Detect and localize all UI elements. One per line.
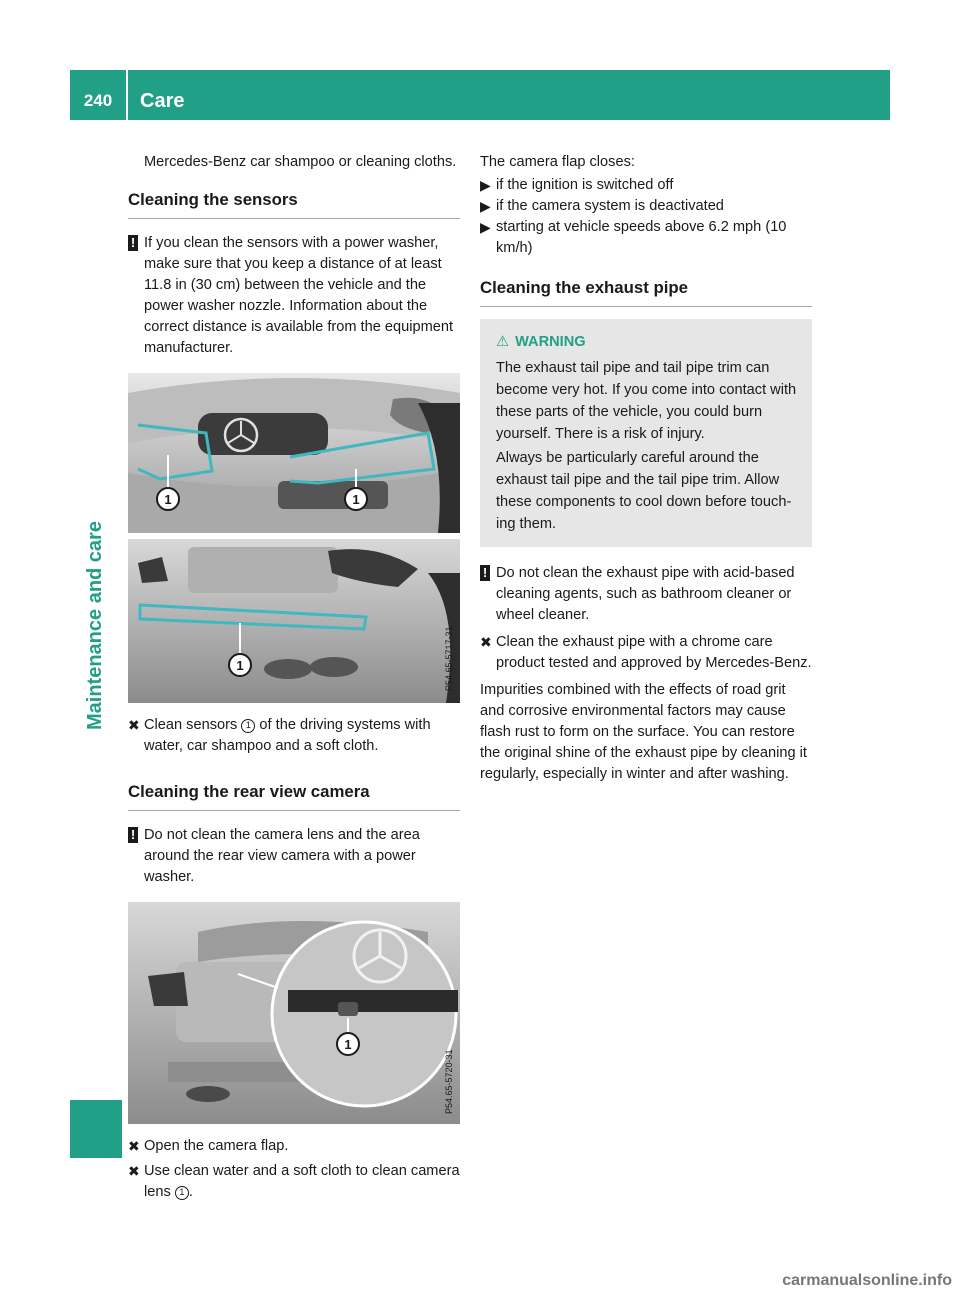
- sensors-step-before: Clean sensors: [144, 717, 238, 733]
- chapter-tab: [70, 1100, 122, 1158]
- camera-step-2-after: .: [188, 1184, 193, 1200]
- sensors-step-after: of the driving systems with water, car shampoo and a soft cloth.: [144, 717, 431, 754]
- intro-text: Mercedes-Benz car shampoo or cleaning cloths.: [144, 154, 457, 170]
- flap-bullet: [480, 217, 812, 259]
- header-bar: [70, 70, 890, 120]
- exhaust-note: [480, 563, 812, 626]
- circled-number-icon: 1: [175, 1186, 189, 1200]
- sensors-figure: [128, 373, 460, 703]
- warning-text: The exhaust tail pipe and tail pipe trim can become very hot. If you come into contact with these parts of the vehicle, you could burn yourself. There is a risk of injury.: [496, 360, 797, 442]
- camera-step-2-before: Use clean water and a soft cloth to clean camera lens: [144, 1163, 460, 1200]
- warning-triangle-icon: ⚠: [496, 334, 510, 350]
- exclamation-icon: !: [128, 827, 138, 843]
- sensors-step: [128, 715, 460, 757]
- page-title: Care: [140, 90, 185, 112]
- exhaust-step: [480, 632, 812, 674]
- exclamation-icon: !: [480, 565, 490, 581]
- arrow-step-icon: ✖: [128, 717, 140, 733]
- camera-step-2: [128, 1161, 460, 1203]
- page-number: 240: [83, 91, 113, 110]
- camera-step-1: [128, 1136, 460, 1157]
- sensors-figure-code: P54.65-5717-31: [444, 626, 454, 691]
- flap-bullet: [480, 175, 812, 196]
- sensors-heading: Cleaning the sensors: [128, 189, 460, 219]
- exhaust-note-text: Do not clean the exhaust pipe with acid-based cleaning agents, such as bathroom cleaner or wheel cleaner.: [496, 565, 795, 623]
- arrow-step-icon: ✖: [128, 1138, 140, 1154]
- camera-heading: Cleaning the rear view camera: [128, 781, 460, 811]
- right-column: [480, 152, 812, 785]
- camera-figure-code: P54.65-5720-31: [444, 1049, 454, 1114]
- flap-intro: The camera flap closes:: [480, 154, 635, 170]
- chapter-label: Maintenance and care: [84, 521, 106, 730]
- bullet-icon: ▶: [480, 219, 491, 235]
- left-column: [128, 152, 460, 1203]
- camera-callout: 1: [344, 1037, 352, 1052]
- sensors-note-text: If you clean the sensors with a power washer, make sure that you keep a distance of at least 11.8 in (30 cm) between the vehicle and the power washer nozzle. Information about the correct distance is available from the equipment manufacturer.: [144, 235, 454, 356]
- warning-box: [480, 319, 812, 547]
- camera-note-text: Do not clean the camera lens and the area around the rear view camera with a power washer.: [144, 827, 420, 885]
- flap-bullet: [480, 196, 812, 217]
- sensors-callout-rear: 1: [236, 658, 244, 673]
- sensors-illustration: [128, 373, 460, 703]
- arrow-step-icon: ✖: [480, 634, 492, 650]
- warning-header: [488, 331, 804, 353]
- bullet-icon: ▶: [480, 177, 491, 193]
- arrow-step-icon: ✖: [128, 1163, 140, 1179]
- camera-illustration: [128, 902, 460, 1124]
- watermark: carmanualsonline.info: [782, 1272, 952, 1289]
- flap-bullet-text: starting at vehicle speeds above 6.2 mph (10 km/h): [496, 219, 787, 256]
- camera-figure: [128, 902, 460, 1124]
- sensors-callout-front: 1: [164, 492, 172, 507]
- camera-step-1-text: Open the camera flap.: [144, 1138, 289, 1154]
- bullet-icon: ▶: [480, 198, 491, 214]
- flap-bullet-text: if the ignition is switched off: [496, 177, 674, 193]
- circled-number-icon: 1: [241, 719, 255, 733]
- exhaust-paragraph: Impurities combined with the effects of road grit and corrosive environmental factors may cause flash rust to form on the surface. You can restore the original shine of the exhaust pipe by cleaning it regularly, especially in winter and after washing.: [480, 682, 807, 782]
- sensors-note: [128, 233, 460, 359]
- flap-bullet-text: if the camera system is deactivated: [496, 198, 724, 214]
- exclamation-icon: !: [128, 235, 138, 251]
- warning-text: Always be particularly careful around the exhaust tail pipe and the tail pipe trim. Allow these components to cool down before touching them.: [496, 450, 792, 532]
- exhaust-heading: Cleaning the exhaust pipe: [480, 277, 812, 307]
- camera-note: [128, 825, 460, 888]
- header-divider: [126, 70, 128, 120]
- warning-title: WARNING: [515, 334, 586, 350]
- sensors-callout-front-right: 1: [352, 492, 360, 507]
- exhaust-step-text: Clean the exhaust pipe with a chrome care product tested and approved by Mercedes-Benz.: [496, 634, 812, 671]
